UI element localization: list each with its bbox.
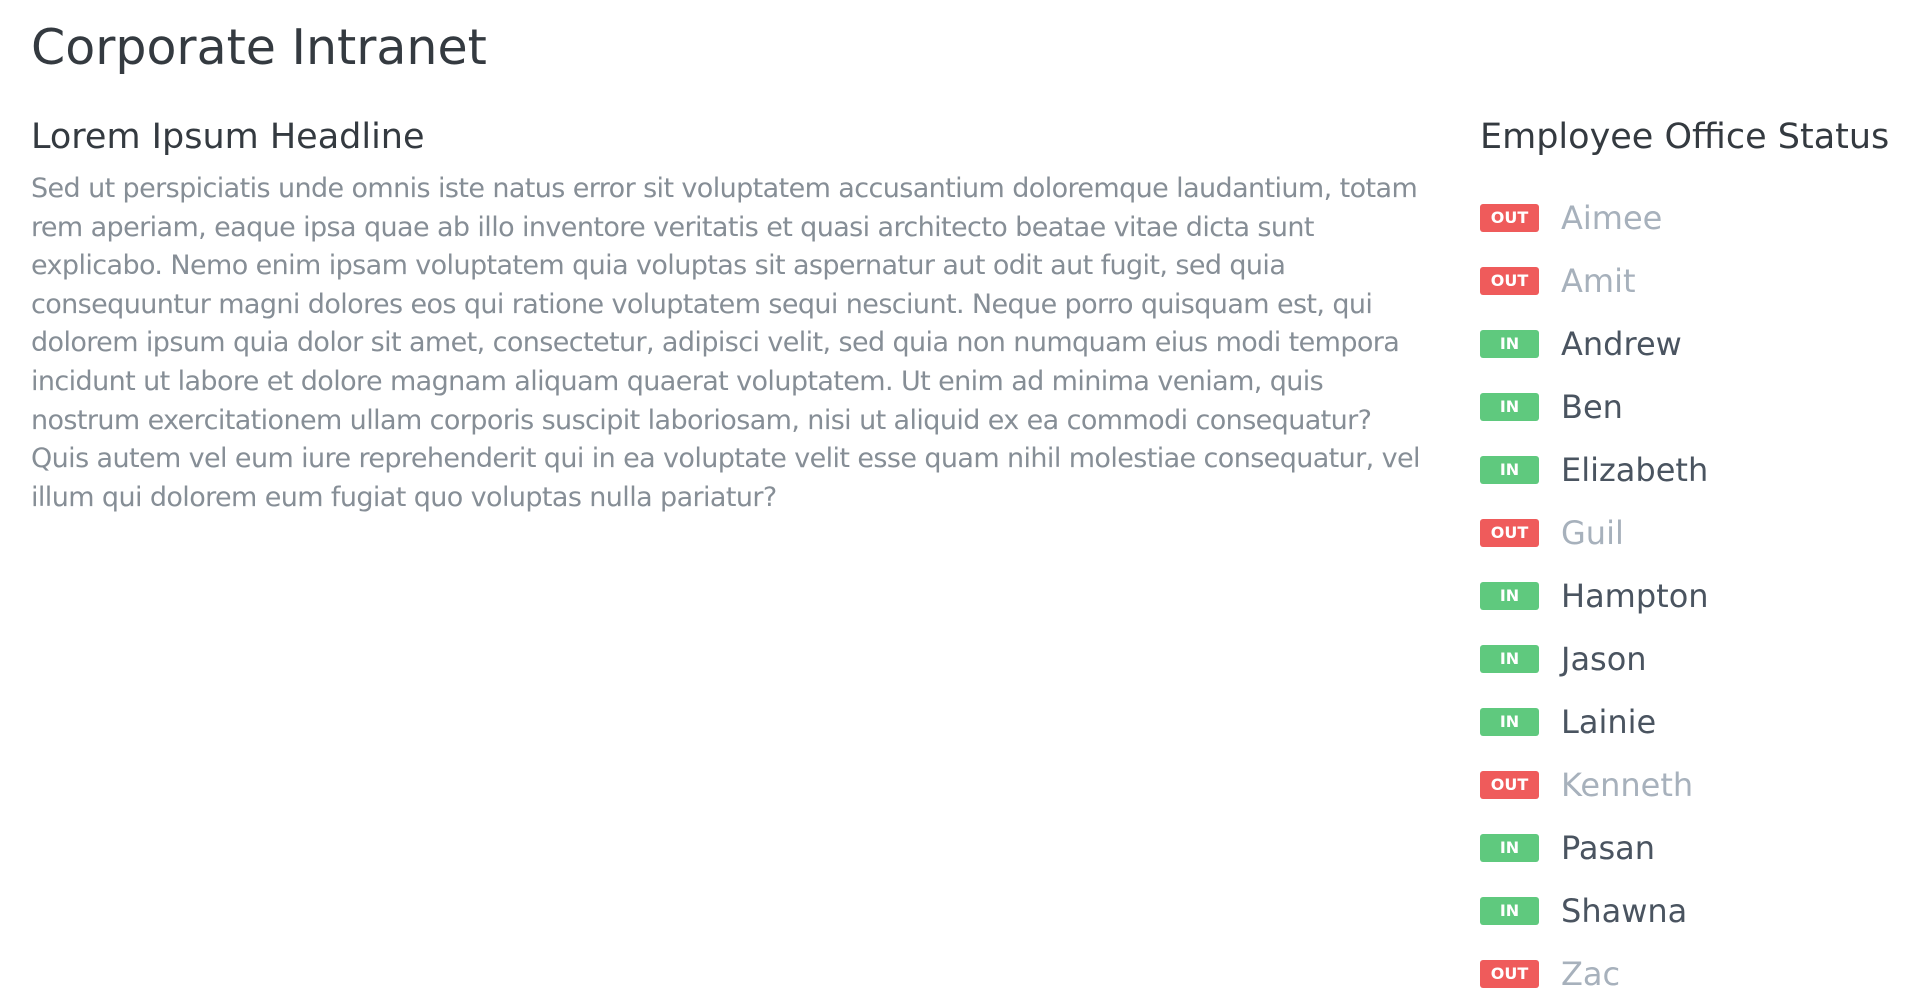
status-badge: IN [1480,330,1539,358]
employee-status-item [1480,690,1709,753]
status-badge: OUT [1480,204,1539,232]
status-badge: IN [1480,708,1539,736]
employee-name: Lainie [1561,702,1657,741]
employee-status-item [1480,942,1709,1005]
employee-name: Zac [1561,954,1621,993]
employee-name: Shawna [1561,891,1688,930]
employee-name: Ben [1561,387,1623,426]
employee-status-list [1480,186,1709,1005]
status-badge: OUT [1480,771,1539,799]
article [31,112,1431,517]
employee-status-panel [1480,112,1900,993]
status-badge: OUT [1480,960,1539,988]
employee-status-item [1480,564,1709,627]
employee-status-item [1480,501,1709,564]
status-badge: IN [1480,393,1539,421]
employee-name: Guil [1561,513,1624,552]
employee-name: Elizabeth [1561,450,1709,489]
article-headline: Lorem Ipsum Headline [31,117,425,157]
employee-name: Jason [1561,639,1647,678]
article-body: Sed ut perspiciatis unde omnis iste natus error sit voluptatem accusantium doloremque laudantium, totam rem aperiam, eaque ipsa quae ab illo inventore veritatis et quasi architecto beatae vitae dicta sunt explicabo. Nemo enim ipsam voluptatem quia voluptas sit aspernatur aut odit aut fugit, sed quia consequuntur magni dolores eos qui ratione voluptatem sequi nesciunt. Neque porro quisquam est, qui dolorem ipsum quia dolor sit amet, consectetur, adipisci velit, sed quia non numquam eius modi tempora incidunt ut labore et dolore magnam aliquam quaerat voluptatem. Ut enim ad minima veniam, quis nostrum exercitationem ullam corporis suscipit laboriosam, nisi ut aliquid ex ea commodi consequatur? Quis autem vel eum iure reprehenderit qui in ea voluptate velit esse quam nihil molestiae consequatur, vel illum qui dolorem eum fugiat quo voluptas nulla pariatur? [31,173,1420,513]
employee-name: Amit [1561,261,1636,300]
employee-status-item [1480,186,1709,249]
employee-name: Andrew [1561,324,1682,363]
employee-status-item [1480,375,1709,438]
employee-status-item [1480,438,1709,501]
employee-status-item [1480,879,1709,942]
status-badge: IN [1480,456,1539,484]
employee-status-title: Employee Office Status [1480,117,1890,157]
employee-status-item [1480,816,1709,879]
page-title: Corporate Intranet [31,19,487,76]
employee-name: Hampton [1561,576,1709,615]
status-badge: OUT [1480,267,1539,295]
employee-name: Aimee [1561,198,1663,237]
status-badge: IN [1480,834,1539,862]
employee-status-item [1480,312,1709,375]
status-badge: IN [1480,582,1539,610]
employee-name: Kenneth [1561,765,1694,804]
employee-status-item [1480,249,1709,312]
employee-status-item [1480,627,1709,690]
employee-status-item [1480,753,1709,816]
status-badge: IN [1480,897,1539,925]
status-badge: IN [1480,645,1539,673]
status-badge: OUT [1480,519,1539,547]
employee-name: Pasan [1561,828,1656,867]
